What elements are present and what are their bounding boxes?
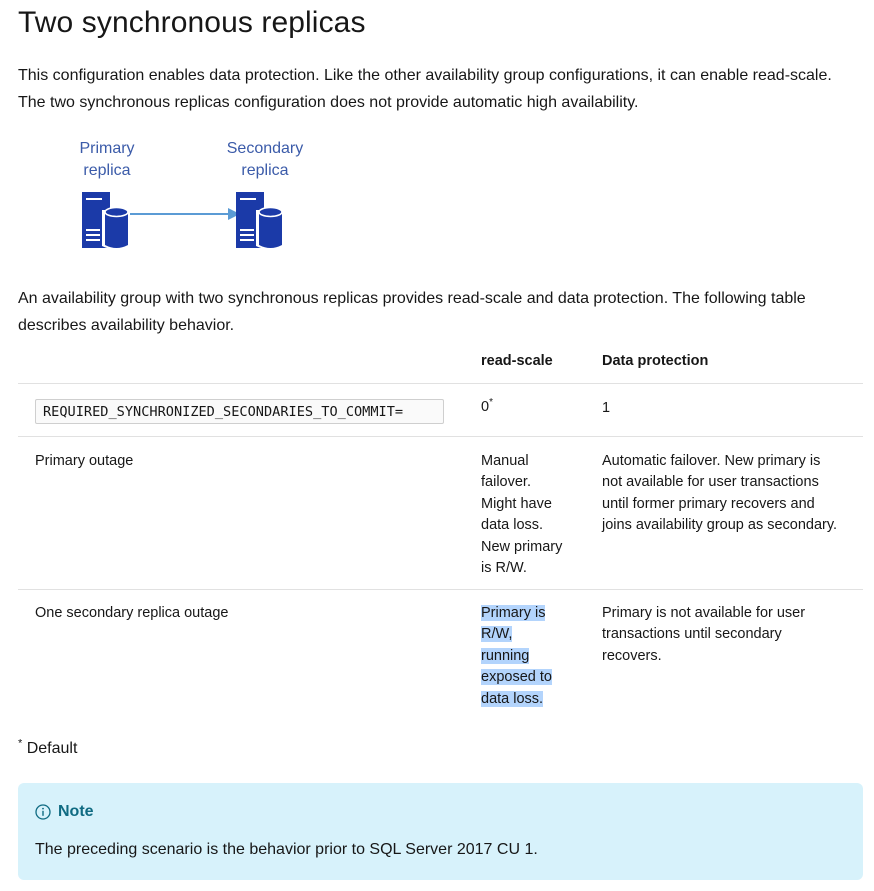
secondary-label-line-1: Secondary [226, 140, 304, 157]
highlighted-text-line: R/W, [481, 626, 513, 643]
header-read-scale: read-scale [481, 353, 553, 369]
primary-label-line-2: replica [83, 162, 131, 179]
note-callout [18, 783, 863, 880]
note-text: The preceding scenario is the behavior prior to SQL Server 2017 CU 1. [35, 841, 538, 858]
secondary-label-line-2: replica [241, 162, 289, 179]
text-line: until former primary recovers and [602, 495, 815, 512]
highlighted-text-line: Primary is [481, 605, 546, 621]
secondary-server-icon [236, 192, 290, 250]
row1-data-protection: 1 [602, 400, 611, 416]
description-paragraph: An availability group with two synchronous replicas provides read-scale and data protection. The following table describes availability behavior. [18, 290, 806, 334]
setting-code: REQUIRED_SYNCHRONIZED_SECONDARIES_TO_COMMIT= [35, 399, 444, 424]
footnote [18, 737, 78, 758]
row1-read-scale [481, 397, 493, 418]
row3-read-scale [481, 603, 552, 710]
highlighted-text-line: data loss. [481, 690, 544, 707]
text-line: joins availability group as secondary. [602, 517, 838, 534]
text-line: New primary [481, 538, 563, 555]
text-line: data loss. [481, 517, 544, 534]
row2-setting: Primary outage [35, 453, 134, 469]
replication-arrow-icon [130, 208, 240, 220]
text-line: Automatic failover. New primary is [602, 453, 821, 469]
text-line: Might have [481, 495, 552, 512]
row3-data-protection [602, 603, 805, 667]
text-line: is R/W. [481, 560, 527, 577]
highlighted-text-line: running [481, 647, 530, 664]
table-divider [18, 589, 863, 590]
intro-paragraph: This configuration enables data protection. Like the other availability group configurations, it can enable read-scale. The two synchronous replicas configuration does not provide automatic high availability. [18, 67, 832, 111]
footnote-marker: * [18, 737, 23, 750]
note-title: Note [58, 803, 94, 820]
text-line: failover. [481, 474, 531, 491]
page-title: Two synchronous replicas [18, 6, 366, 39]
primary-server-icon [82, 192, 136, 250]
secondary-replica-label [210, 138, 320, 182]
replica-diagram [60, 138, 340, 258]
table-divider [18, 383, 863, 384]
default-marker: * [489, 397, 493, 409]
read-scale-value: 0 [481, 399, 490, 415]
info-icon [35, 804, 51, 820]
text-line: Manual [481, 453, 529, 469]
note-heading [35, 803, 94, 821]
row3-setting: One secondary replica outage [35, 605, 229, 621]
text-line: recovers. [602, 647, 662, 664]
header-data-protection: Data protection [602, 353, 709, 369]
table-divider [18, 436, 863, 437]
text-line: not available for user transactions [602, 474, 819, 491]
highlighted-text-line: exposed to [481, 669, 552, 686]
text-line: transactions until secondary [602, 626, 782, 643]
text-line: Primary is not available for user [602, 605, 806, 621]
footnote-text: Default [22, 740, 78, 757]
row2-read-scale [481, 451, 562, 579]
primary-replica-label [52, 138, 162, 182]
primary-label-line-1: Primary [79, 140, 135, 157]
row2-data-protection [602, 451, 837, 537]
